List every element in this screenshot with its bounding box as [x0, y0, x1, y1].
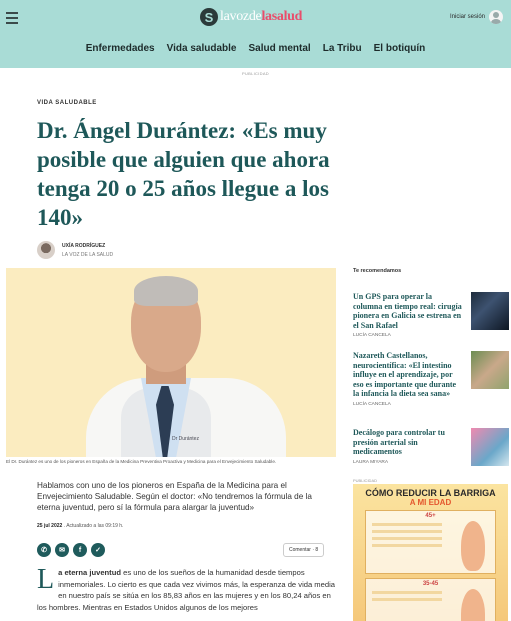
ad-line	[372, 523, 442, 526]
sidebar-ad[interactable]	[353, 484, 508, 621]
login-button[interactable]	[450, 10, 503, 24]
main-nav	[0, 43, 511, 54]
email-icon[interactable]: ✉	[55, 543, 69, 557]
author-avatar	[37, 241, 55, 259]
ad-panel	[365, 510, 496, 574]
article-body	[37, 564, 337, 613]
photo-caption: El Dr. Durántez es uno de los pioneros en España de la Medicina Preventiva Proactiva y Medicina para el Envejecimiento Saludable.	[6, 459, 277, 464]
sidebar-thumbnail[interactable]	[471, 428, 509, 466]
site-logo[interactable]	[200, 7, 302, 27]
ad-title: CÓMO REDUCIR LA BARRIGA	[365, 488, 496, 498]
author-name: UXÍA RODRÍGUEZ	[62, 242, 106, 249]
publish-date: 25 jul 2022	[37, 523, 63, 529]
sidebar-author: LAURA MIYARA	[353, 459, 389, 465]
sidebar-thumbnail[interactable]	[471, 292, 509, 330]
sidebar-item[interactable]	[353, 351, 509, 407]
twitter-icon[interactable]: ✓	[91, 543, 105, 557]
ad-panel	[365, 578, 496, 621]
photo-hair	[134, 276, 198, 306]
author-byline[interactable]	[37, 241, 113, 259]
ad-age-label: 35-45	[422, 581, 439, 587]
site-header	[0, 0, 511, 68]
whatsapp-icon[interactable]: ✆	[37, 543, 51, 557]
ad-line	[372, 544, 442, 547]
ad-line	[372, 591, 442, 594]
ad-line	[372, 530, 442, 533]
sidebar-headline[interactable]: Un GPS para operar la columna en tiempo real: cirugía pionera en Galicia se estrena en el San Rafael	[353, 292, 462, 330]
user-icon	[489, 10, 503, 24]
article-headline: Dr. Ángel Durántez: «Es muy posible que alguien que ahora tenga 20 o 25 años llegue a los 140»	[37, 118, 330, 230]
login-label: Iniciar sesión	[449, 14, 485, 20]
ad-subtitle: A MI EDAD	[409, 498, 452, 507]
sidebar-title: Te recomendamos	[353, 268, 402, 274]
ad-line	[372, 537, 442, 540]
sidebar-author: LUCÍA CANCELA	[353, 333, 391, 338]
dropcap: L	[37, 564, 55, 595]
article-photo	[6, 268, 336, 457]
photo-coat-text: Dr Durántez	[172, 436, 199, 442]
sidebar-headline[interactable]: Nazareth Castellanos, neurocientífica: «El intestino influye en el aprendizaje, por eso es importante que durante la infancia la dieta sea sana»	[353, 351, 457, 398]
sidebar-item[interactable]	[353, 428, 509, 465]
sidebar-author: LUCÍA CANCELA	[353, 401, 391, 407]
body-link-eterna-juventud[interactable]: a eterna juventud	[58, 568, 121, 577]
sidebar-item[interactable]	[353, 292, 509, 338]
ad-label: PUBLICIDAD	[241, 71, 269, 76]
article-dateline	[37, 523, 123, 529]
author-org: LA VOZ DE LA SALUD	[62, 251, 114, 258]
share-bar	[37, 543, 105, 557]
nav-item-el-botiquin[interactable]: El botiquín	[373, 43, 426, 54]
body-paragraph: es uno de los sueños de la humanidad desde tiempos inmemoriales. Lo cierto es que cada vez vivimos más, la esperanza de vida media en nuestro país se sitúa en los 85,83 años en las mujeres y en los 80,24 años en los hombres. Mientras en Estados Unidos algunos de los mejores	[37, 568, 335, 612]
nav-item-enfermedades[interactable]: Enfermedades	[85, 43, 155, 54]
comment-button[interactable]: Comentar · 8	[283, 543, 324, 557]
facebook-icon[interactable]: f	[73, 543, 87, 557]
ad-illustration	[461, 521, 485, 571]
nav-item-salud-mental[interactable]: Salud mental	[248, 43, 311, 54]
updated-time: . Actualizado a las 09:19 h.	[62, 523, 124, 529]
ad-age-label: 45+	[425, 513, 436, 519]
sidebar-thumbnail[interactable]	[471, 351, 509, 389]
logo-mark: S	[200, 8, 218, 26]
nav-item-vida-saludable[interactable]: Vida saludable	[166, 43, 237, 54]
ad-illustration	[461, 589, 485, 621]
ad-line	[372, 598, 442, 601]
sidebar-headline[interactable]: Decálogo para controlar tu presión arterial sin medicamentos	[353, 428, 445, 456]
nav-item-la-tribu[interactable]: La Tribu	[322, 43, 362, 54]
sidebar-ad-label: PUBLICIDAD	[353, 478, 378, 483]
logo-text: lavozdelasalud	[220, 9, 303, 24]
menu-icon[interactable]	[6, 12, 20, 24]
article-lead: Hablamos con uno de los pioneros en España de la Medicina para el Envejecimiento Saludable. Según el doctor: «No tendremos la fórmula de la eterna juventud, pero sí la fórmula para alargar la juventud»	[37, 481, 312, 512]
section-label[interactable]: VIDA SALUDABLE	[37, 100, 97, 106]
